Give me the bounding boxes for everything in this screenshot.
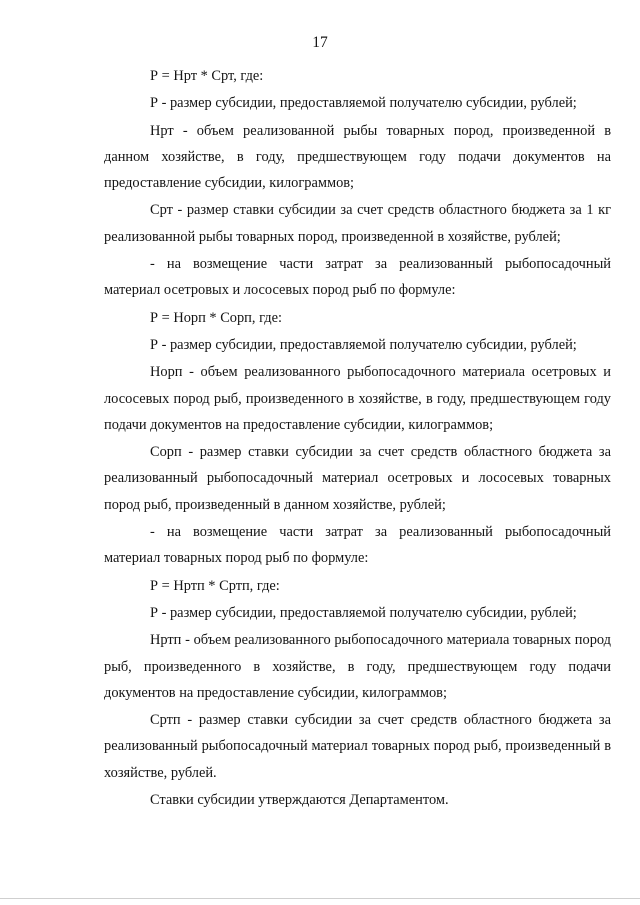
definition-paragraph: Р - размер субсидии, предоставляемой получателю субсидии, рублей; <box>150 604 577 621</box>
list-item-paragraph: - на возмещение части затрат за реализованный рыбопосадочный материал осетровых и лососевых пород рыб по формуле: <box>104 256 611 299</box>
definition-paragraph: Р - размер субсидии, предоставляемой получателю субсидии, рублей; <box>150 95 577 112</box>
page-number: 17 <box>312 34 328 51</box>
definition-paragraph: Нртп - объем реализованного рыбопосадочного материала товарных пород рыб, произведенного в хозяйстве, в году, предшествующем году подачи документов на предоставление субсидии, килограммов; <box>104 632 611 701</box>
formula-line: Р = Нртп * Сртп, где: <box>150 577 280 594</box>
page-bottom-edge <box>0 898 640 899</box>
formula-line: Р = Нрт * Срт, где: <box>150 68 264 84</box>
definition-paragraph: Р - размер субсидии, предоставляемой получателю субсидии, рублей; <box>150 336 577 353</box>
definition-paragraph: Срт - размер ставки субсидии за счет средств областного бюджета за 1 кг реализованной рыбы товарных пород, произведенной в хозяйстве, рублей; <box>104 202 611 245</box>
definition-paragraph: Нрт - объем реализованной рыбы товарных пород, произведенной в данном хозяйстве, в году, предшествующем году подачи документов на предоставление субсидии, килограммов; <box>104 122 611 192</box>
document-body <box>104 63 611 813</box>
closing-paragraph: Ставки субсидии утверждаются Департаментом. <box>150 792 449 809</box>
list-item-paragraph: - на возмещение части затрат за реализованный рыбопосадочный материал товарных пород рыб по формуле: <box>104 524 611 567</box>
definition-paragraph: Сртп - размер ставки субсидии за счет средств областного бюджета за реализованный рыбопосадочный материал товарных пород рыб, произведенный в хозяйстве, рублей. <box>104 712 611 781</box>
definition-paragraph: Сорп - размер ставки субсидии за счет средств областного бюджета за реализованный рыбопосадочный материал осетровых и лососевых товарных пород рыб, произведенный в данном хозяйстве, рублей; <box>104 444 611 513</box>
formula-line: Р = Норп * Сорп, где: <box>150 309 282 326</box>
definition-paragraph: Норп - объем реализованного рыбопосадочного материала осетровых и лососевых пород рыб, произведенного в хозяйстве, в году, предшествующем году подачи документов на предоставление субсидии, килограммов; <box>104 364 611 433</box>
